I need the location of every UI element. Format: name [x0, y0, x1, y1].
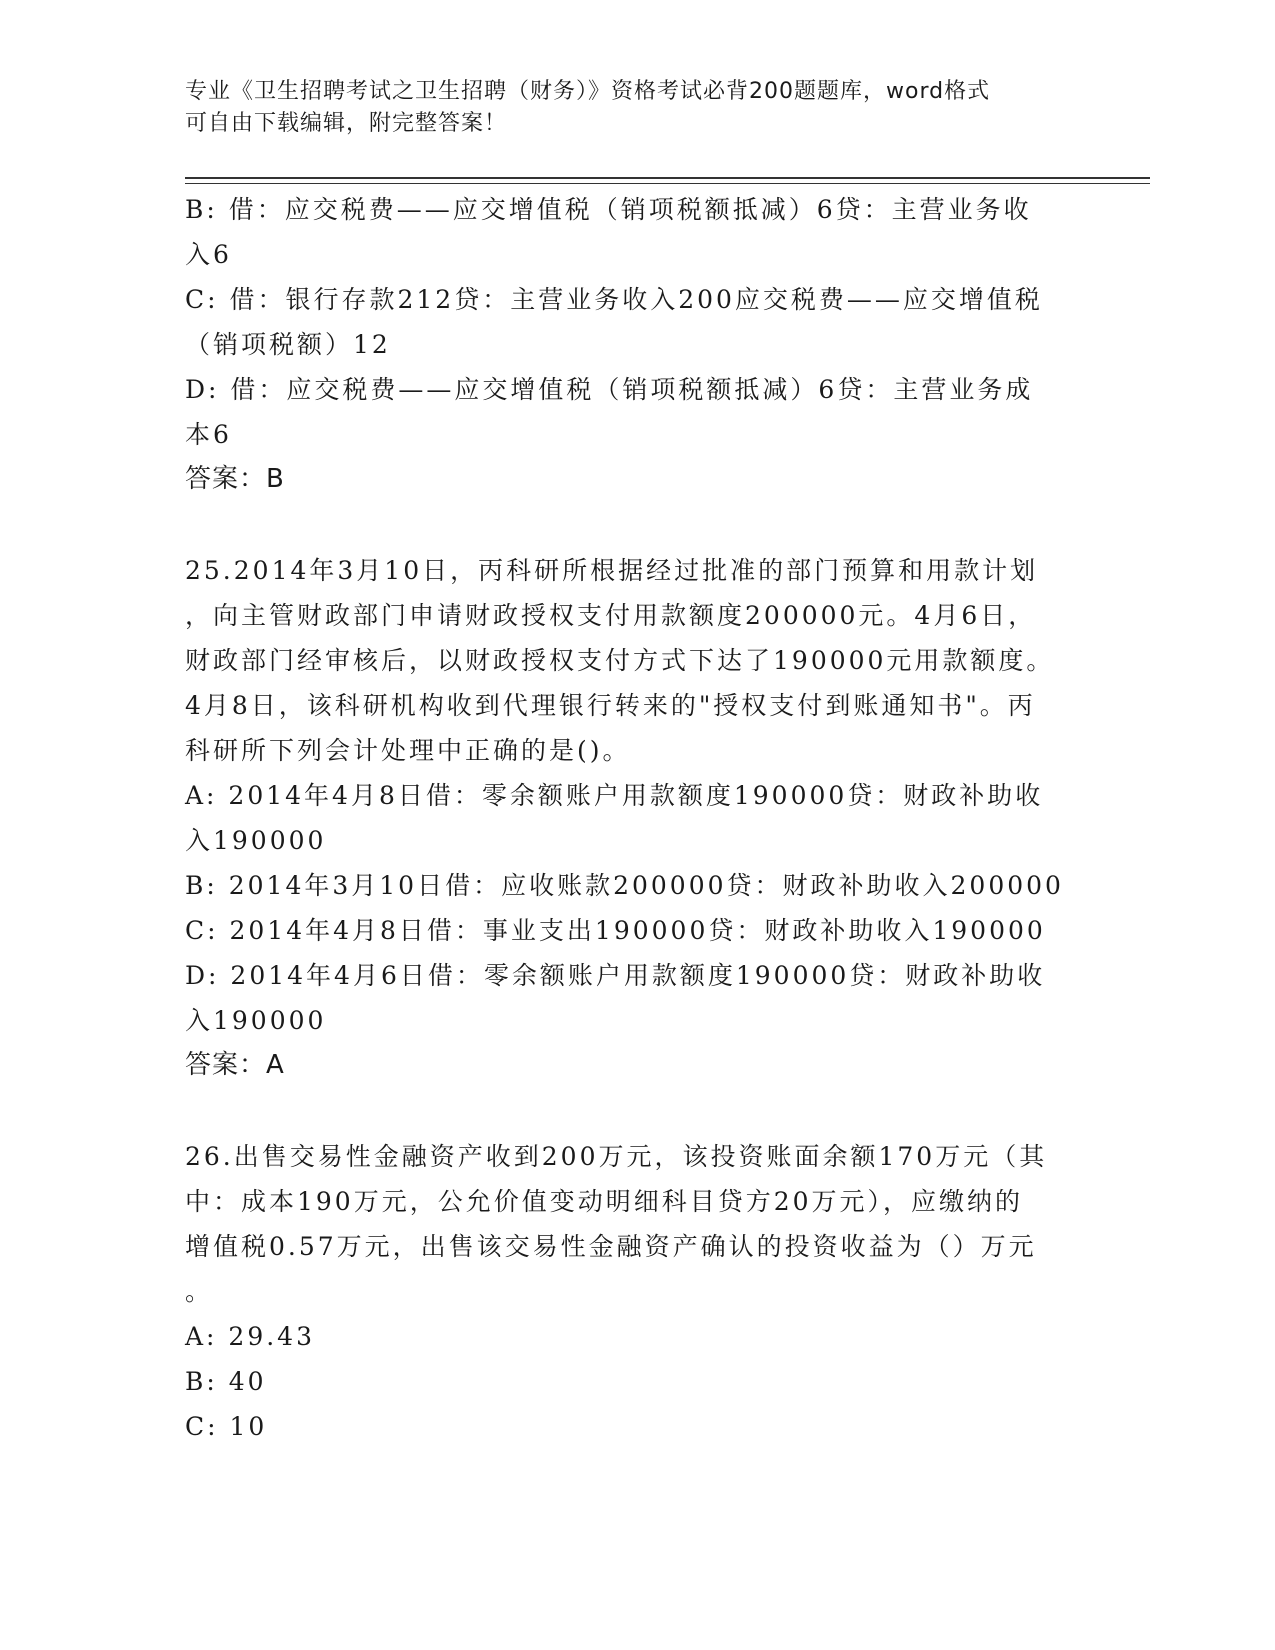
option-b-line-1: B: 借：应交税费——应交增值税（销项税额抵减）6贷：主营业务收 [185, 195, 1032, 224]
question-24-tail [185, 187, 1085, 502]
option-a: A: 29.43 [185, 1322, 315, 1351]
question-stem-line-4: 4月8日，该科研机构收到代理银行转来的"授权支付到账通知书"。丙 [185, 691, 1036, 720]
question-26 [185, 1134, 1085, 1449]
option-c: C: 2014年4月8日借：事业支出190000贷：财政补助收入190000 [185, 916, 1046, 945]
question-stem-line-3: 增值税0.57万元，出售该交易性金融资产确认的投资收益为（）万元 [185, 1232, 1037, 1261]
question-stem-line-3: 财政部门经审核后，以财政授权支付方式下达了190000元用款额度。 [185, 646, 1055, 675]
option-b: B: 2014年3月10日借：应收账款200000贷：财政补助收入200000 [185, 871, 1064, 900]
option-d-line-1: D: 借：应交税费——应交增值税（销项税额抵减）6贷：主营业务成 [185, 375, 1034, 404]
option-a-line-1: A: 2014年4月8日借：零余额账户用款额度190000贷：财政补助收 [185, 781, 1044, 810]
document-body [185, 187, 1085, 1449]
answer-label: 答案：B [185, 464, 285, 494]
option-c: C: 10 [185, 1412, 268, 1441]
question-stem-line-2: 中：成本190万元，公允价值变动明细科目贷方20万元），应缴纳的 [185, 1187, 1024, 1216]
question-stem-line-1: 26.出售交易性金融资产收到200万元，该投资账面余额170万元（其 [185, 1142, 1048, 1171]
option-d-line-2: 本6 [185, 420, 232, 449]
option-c-line-1: C: 借：银行存款212贷：主营业务收入200应交税费——应交增值税 [185, 285, 1043, 314]
header-divider-thin [185, 183, 1150, 184]
question-25 [185, 548, 1085, 1088]
option-d-line-1: D: 2014年4月6日借：零余额账户用款额度190000贷：财政补助收 [185, 961, 1046, 990]
option-b: B: 40 [185, 1367, 267, 1396]
question-stem-line-1: 25.2014年3月10日，丙科研所根据经过批准的部门预算和用款计划 [185, 556, 1039, 585]
option-c-line-2: （销项税额）12 [185, 330, 391, 359]
option-a-line-2: 入190000 [185, 826, 327, 855]
question-stem-line-4: 。 [185, 1277, 214, 1306]
answer-label: 答案：A [185, 1050, 285, 1080]
header-title-line-1: 专业《卫生招聘考试之卫生招聘（财务）》资格考试必背200题题库，word格式 [185, 79, 991, 104]
question-stem-line-2: ，向主管财政部门申请财政授权支付用款额度200000元。4月6日， [185, 601, 1037, 630]
header-divider-thick [185, 177, 1150, 179]
document-header [185, 76, 1065, 140]
option-b-line-2: 入6 [185, 240, 232, 269]
option-d-line-2: 入190000 [185, 1006, 327, 1035]
question-stem-line-5: 科研所下列会计处理中正确的是()。 [185, 736, 631, 765]
question-spacer [185, 502, 1085, 548]
question-spacer [185, 1088, 1085, 1134]
header-title-line-2: 可自由下载编辑，附完整答案！ [185, 111, 508, 136]
